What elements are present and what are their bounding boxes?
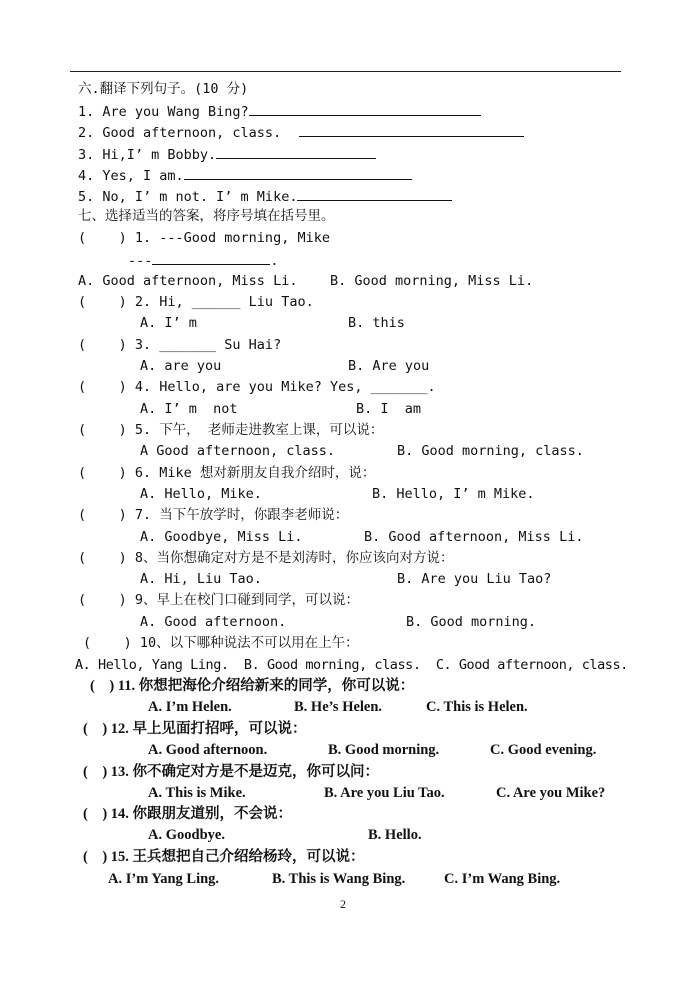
q5-option-b: B. Good morning, class.	[397, 443, 584, 459]
question-12: ( ) 12. 早上见面打招呼，可以说：	[83, 721, 307, 737]
q5-option-a: A Good afternoon, class.	[140, 443, 336, 459]
question-6: ( ) 6. Mike 想对新朋友自我介绍时，说：	[78, 465, 376, 481]
question-1-reply: --- .	[128, 250, 279, 270]
q12-option-c: C. Good evening.	[490, 742, 597, 758]
question-8: ( ) 8、当你想确定对方是不是刘涛时，你应该向对方说：	[78, 550, 454, 566]
q3-option-a: A. are you	[140, 358, 222, 374]
translate-item-4: 4. Yes, I am.	[78, 165, 412, 185]
q6-option-a: A. Hello, Mike.	[140, 486, 262, 502]
q3-option-b: B. Are you	[348, 358, 430, 374]
question-7: ( ) 7. 当下午放学时，你跟李老师说：	[78, 507, 349, 523]
q4-option-b: B. I am	[356, 401, 422, 417]
q13-option-c: C. Are you Mike?	[496, 785, 606, 801]
q7-option-b: B. Good afternoon, Miss Li.	[364, 529, 584, 545]
question-11: ( ) 11. 你想把海伦介绍给新来的同学，你可以说：	[90, 678, 415, 694]
question-4: ( ) 4. Hello, are you Mike? Yes, _______.	[78, 379, 436, 395]
q15-option-b: B. This is Wang Bing.	[272, 871, 406, 887]
question-5: ( ) 5. 下午， 老师走进教室上课，可以说：	[78, 422, 384, 438]
answer-blank-4[interactable]	[184, 165, 412, 180]
q13-option-b: B. Are you Liu Tao.	[324, 785, 445, 801]
question-9: ( ) 9、早上在校门口碰到同学，可以说：	[78, 592, 360, 608]
translate-item-3: 3. Hi,I’ m Bobby.	[78, 144, 376, 164]
translate-item-2: 2. Good afternoon, class.	[78, 122, 524, 142]
q15-option-c: C. I’m Wang Bing.	[444, 871, 561, 887]
answer-blank-3[interactable]	[216, 144, 376, 159]
q12-option-b: B. Good morning.	[328, 742, 440, 758]
q4-option-a: A. I’ m not	[140, 401, 238, 417]
section7-title: 七、选择适当的答案，将序号填在括号里。	[78, 208, 335, 224]
reply-blank[interactable]	[152, 250, 270, 265]
q1-option-b: B. Good morning, Miss Li.	[330, 273, 534, 289]
q9-option-a: A. Good afternoon.	[140, 614, 287, 630]
question-13: ( ) 13. 你不确定对方是不是迈克，你可以问：	[83, 764, 380, 780]
q9-option-b: B. Good morning.	[406, 614, 537, 630]
q14-option-b: B. Hello.	[368, 827, 422, 843]
top-rule	[70, 71, 621, 72]
q11-option-b: B. He’s Helen.	[294, 699, 383, 715]
answer-blank-2[interactable]	[299, 122, 524, 137]
q8-option-a: A. Hi, Liu Tao.	[140, 571, 262, 587]
q1-option-a: A. Good afternoon, Miss Li.	[78, 273, 298, 289]
question-10: ( ) 10、以下哪种说法不可以用在上午：	[83, 635, 359, 651]
question-3: ( ) 3. _______ Su Hai?	[78, 337, 282, 353]
translate-item-1: 1. Are you Wang Bing?	[78, 101, 481, 121]
translate-item-5: 5. No, I’ m not. I’ m Mike.	[78, 186, 452, 206]
question-15: ( ) 15. 王兵想把自己介绍给杨玲，可以说：	[83, 849, 365, 865]
q10-options: A. Hello, Yang Ling. B. Good morning, class. C. Good afternoon, class.	[75, 657, 628, 673]
q11-option-c: C. This is Helen.	[426, 699, 528, 715]
q7-option-a: A. Goodbye, Miss Li.	[140, 529, 303, 545]
q2-option-b: B. this	[348, 315, 405, 331]
q13-option-a: A. This is Mike.	[148, 785, 246, 801]
q11-option-a: A. I’m Helen.	[148, 699, 232, 715]
q8-option-b: B. Are you Liu Tao?	[397, 571, 552, 587]
q12-option-a: A. Good afternoon.	[148, 742, 268, 758]
question-1: ( ) 1. ---Good morning, Mike	[78, 230, 330, 246]
q14-option-a: A. Goodbye.	[148, 827, 225, 843]
answer-blank-1[interactable]	[249, 101, 481, 116]
question-14: ( ) 14. 你跟朋友道别，不会说：	[83, 806, 293, 822]
section6-title: 六.翻译下列句子。(10 分)	[78, 81, 249, 97]
question-2: ( ) 2. Hi, ______ Liu Tao.	[78, 294, 314, 310]
q15-option-a: A. I’m Yang Ling.	[108, 871, 220, 887]
answer-blank-5[interactable]	[297, 186, 452, 201]
page-number: 2	[340, 897, 346, 911]
q2-option-a: A. I’ m	[140, 315, 197, 331]
q6-option-b: B. Hello, I’ m Mike.	[372, 486, 535, 502]
